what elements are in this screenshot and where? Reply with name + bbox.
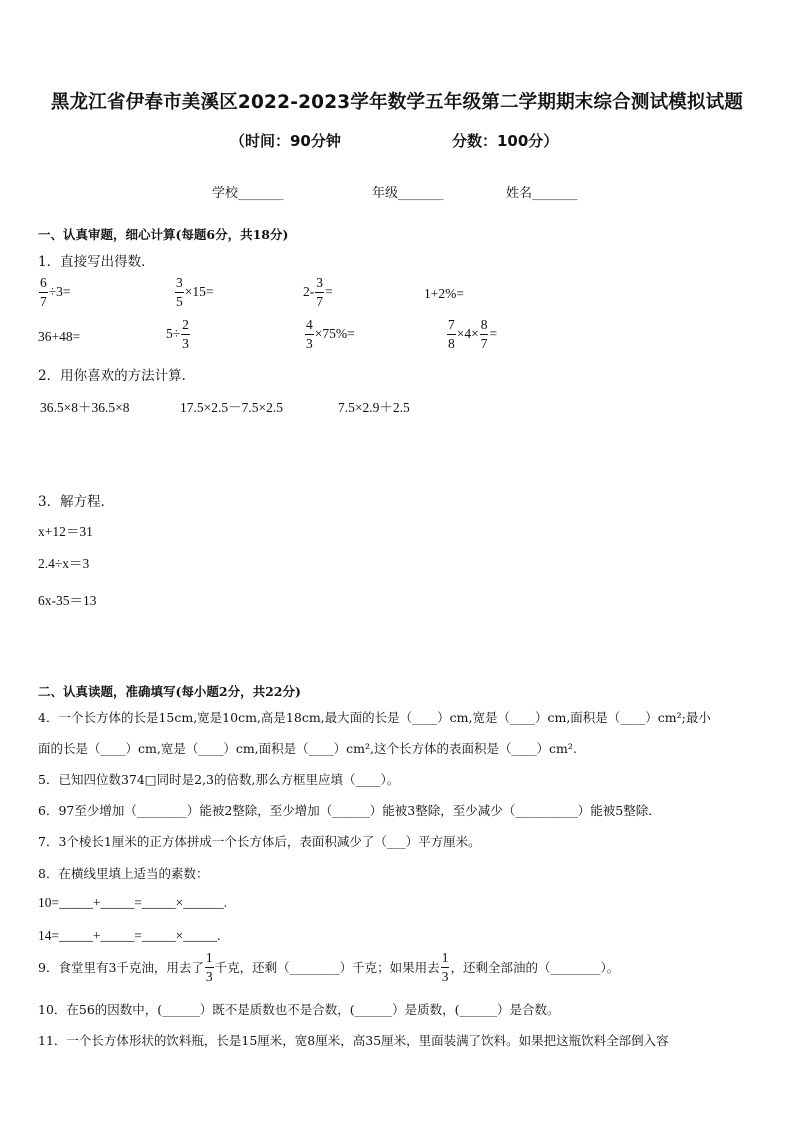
q1-item-b (174, 276, 213, 308)
q5: 5．已知四位数374□同时是2,3的倍数,那么方框里应填（____）。 (38, 772, 400, 787)
q1-item-e: 36+48= (38, 329, 81, 344)
fraction-numerator: 3 (315, 276, 324, 293)
fraction-denominator: 3 (205, 968, 213, 984)
question-text: 千克，还剩（________）千克；如果用去 (214, 960, 440, 975)
question-text: 9．食堂里有3千克油，用去了 (38, 960, 204, 975)
fraction-numerator: 8 (480, 318, 489, 335)
q3-label: 3．解方程． (38, 494, 115, 510)
fraction-denominator: 3 (441, 968, 449, 984)
q1-item-g (304, 318, 355, 350)
section2-heading: 二、认真读题，准确填写(每小题2分，共22分) (38, 684, 301, 699)
q2-item-1: 36.5×8＋36.5×8 (40, 400, 130, 415)
q1-item-c (303, 276, 333, 308)
section1-heading: 一、认真审题，细心计算(每题6分，共18分) (38, 227, 289, 242)
fraction-numerator: 6 (39, 276, 48, 293)
exam-score: 分数：100分） (452, 132, 559, 150)
q2-item-2: 17.5×2.5－7.5×2.5 (180, 400, 283, 415)
expression-text: ×75%= (314, 326, 355, 341)
q1-item-f (166, 318, 191, 350)
expression-text: ×15= (184, 284, 214, 299)
exam-time: （时间：90分钟 (230, 132, 341, 150)
fraction-numerator: 3 (175, 276, 184, 293)
q6: 6．97至少增加（________）能被2整除，至少增加（______）能被3整除，至少减少（__________）能被5整除． (38, 803, 661, 818)
fraction-denominator: 7 (316, 293, 323, 309)
q7: 7．3个棱长1厘米的正方体拼成一个长方体后，表面积减少了（___）平方厘米。 (38, 834, 481, 849)
q8-line1: 10=_____+_____=_____×______. (38, 895, 228, 910)
fraction-denominator: 8 (448, 335, 455, 351)
q8-line2: 14=_____+_____=_____×_____. (38, 928, 221, 943)
expression-text: ÷3= (48, 284, 71, 299)
q4-line1: 4．一个长方体的长是15cm,宽是10cm,高是18cm,最大面的长是（____）cm,宽是（____）cm,面积是（____）cm²;最小 (38, 710, 711, 725)
q2-item-3: 7.5×2.9＋2.5 (338, 400, 410, 415)
q4-line2: 面的长是（____）cm,宽是（____）cm,面积是（____）cm²,这个长方体的表面积是（____）cm². (38, 741, 577, 756)
page-title: 黑龙江省伊春市美溪区2022-2023学年数学五年级第二学期期末综合测试模拟试题 (50, 92, 744, 113)
fraction-numerator: 4 (305, 318, 314, 335)
fraction-denominator: 7 (480, 335, 488, 351)
q11: 11．一个长方体形状的饮料瓶，长是15厘米，宽8厘米，高35厘米，里面装满了饮料。如果把这瓶饮料全部倒入容 (38, 1033, 669, 1048)
q3-item-2: 2.4÷x＝3 (38, 556, 90, 571)
q3-item-1: x+12＝31 (38, 524, 93, 539)
name-field[interactable]: 姓名_______ (506, 186, 578, 201)
school-field[interactable]: 学校_______ (212, 186, 284, 201)
fraction-denominator: 5 (176, 293, 183, 309)
expression-text: = (489, 326, 498, 341)
fraction-numerator: 1 (205, 951, 214, 968)
expression-text: 5÷ (166, 326, 181, 341)
expression-text: = (325, 284, 333, 299)
fraction-numerator: 2 (181, 318, 190, 335)
q8-label: 8．在横线里填上适当的素数： (38, 866, 209, 881)
q3-item-3: 6x-35＝13 (38, 593, 97, 608)
fraction-denominator: 3 (306, 335, 313, 351)
expression-text: ×4× (456, 326, 479, 341)
grade-field[interactable]: 年级_______ (372, 186, 444, 201)
expression-text: 2- (303, 284, 315, 299)
q1-label: 1．直接写出得数． (38, 254, 155, 270)
fraction-numerator: 7 (447, 318, 456, 335)
q9 (38, 951, 619, 983)
q1-item-a (38, 276, 71, 308)
fraction-numerator: 1 (441, 951, 450, 968)
fraction-denominator: 7 (40, 293, 47, 309)
fraction-denominator: 3 (182, 335, 189, 351)
question-text: ，还剩全部油的（________）。 (450, 960, 620, 975)
q1-item-h (446, 318, 497, 350)
q1-item-d: 1+2%= (424, 286, 464, 301)
q2-label: 2．用你喜欢的方法计算． (38, 368, 196, 384)
q10: 10．在56的因数中，(______）既不是质数也不是合数，(______）是质数，(______）是合数。 (38, 1002, 560, 1017)
